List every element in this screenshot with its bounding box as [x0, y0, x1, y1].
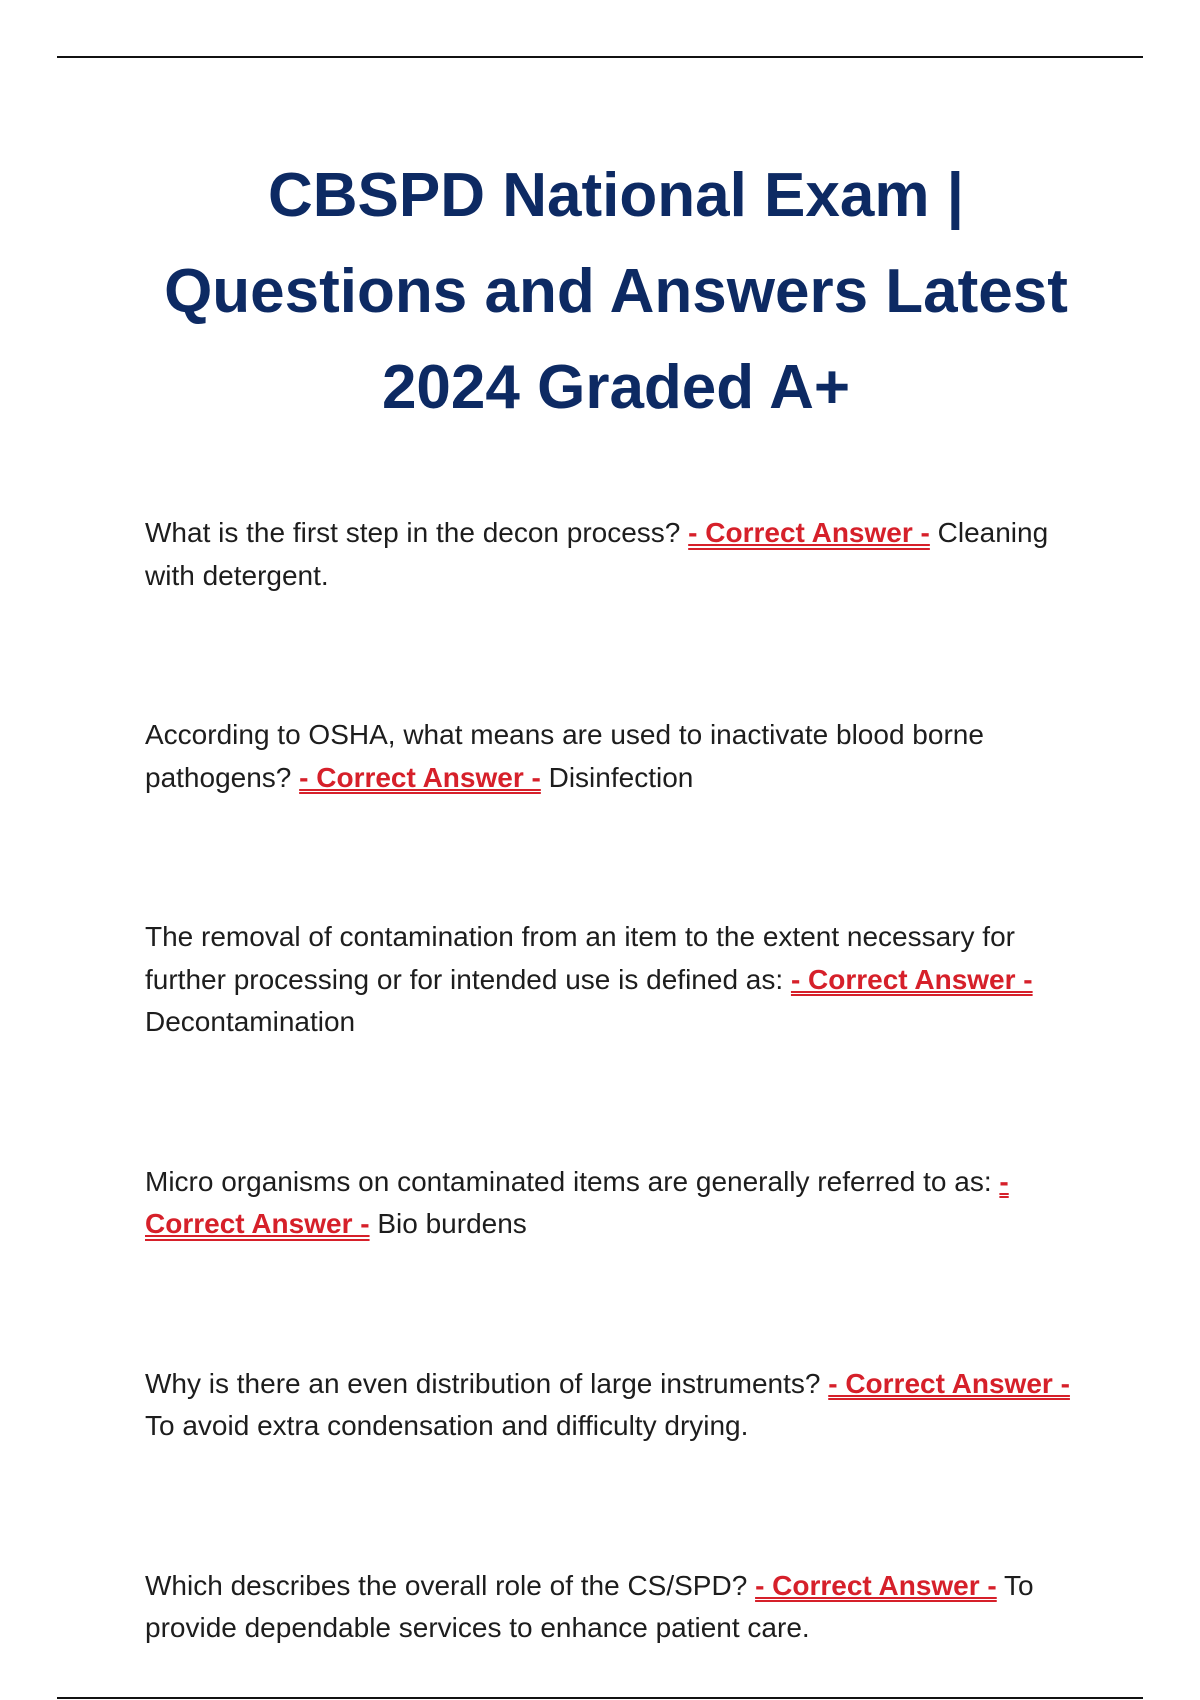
question-text: The removal of contamination from an item to the extent necessary for further processing or for intended use is defined as:: [145, 921, 1015, 995]
qa-item: [145, 1363, 1085, 1448]
question-text: Why is there an even distribution of large instruments?: [145, 1367, 821, 1399]
answer-text: Bio burdens: [377, 1208, 527, 1239]
correct-answer-tag: - Correct Answer -: [688, 517, 930, 548]
question-text: What is the first step in the decon process?: [145, 517, 681, 548]
title-line-2: Questions and Answers Latest: [164, 257, 1068, 326]
qa-item: [145, 714, 1085, 799]
correct-answer-tag: - Correct Answer -: [755, 1569, 997, 1601]
question-text: Micro organisms on contaminated items are generally referred to as:: [145, 1165, 992, 1197]
question-text: Which describes the overall role of the CS/SPD?: [145, 1569, 748, 1601]
qa-item: [145, 916, 1085, 1044]
correct-answer-tag: - Correct Answer -: [145, 1165, 1009, 1239]
correct-answer-tag: - Correct Answer -: [828, 1367, 1070, 1399]
document-title: [120, 148, 1112, 436]
answer-text: To avoid extra condensation and difficulty drying.: [145, 1410, 749, 1441]
qa-list: [145, 512, 1085, 1650]
answer-text: Cleaning with detergent.: [145, 517, 1049, 591]
question-text: According to OSHA, what means are used to inactivate blood borne pathogens?: [145, 719, 984, 793]
answer-text: Decontamination: [145, 1006, 356, 1037]
header-rule: [57, 56, 1143, 58]
correct-answer-tag: - Correct Answer -: [299, 761, 541, 793]
correct-answer-tag: - Correct Answer -: [790, 963, 1033, 995]
answer-text: To provide dependable services to enhance patient care.: [145, 1569, 1034, 1643]
qa-item: [145, 1161, 1085, 1246]
answer-text: Disinfection: [548, 761, 694, 793]
qa-item: [145, 512, 1085, 597]
title-line-1: CBSPD National Exam |: [267, 161, 965, 230]
qa-item: [145, 1565, 1085, 1650]
footer-rule: [57, 1697, 1143, 1699]
title-line-3: 2024 Graded A+: [381, 353, 851, 422]
